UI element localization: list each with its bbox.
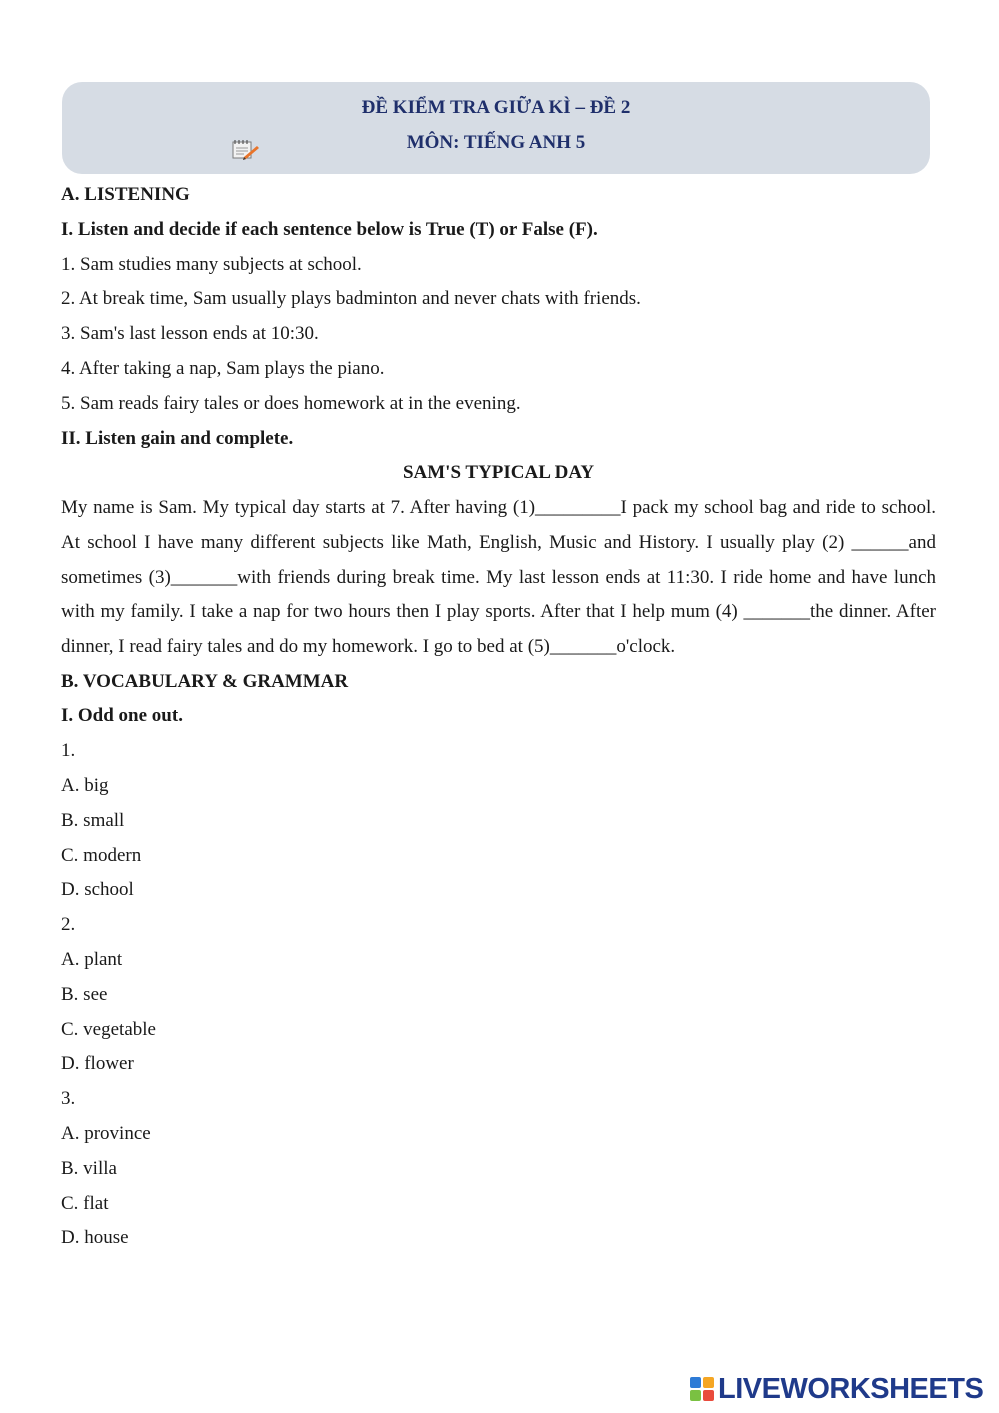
answer-option: A. plant bbox=[61, 949, 123, 971]
liveworksheets-logo bbox=[690, 1374, 983, 1404]
question-number: 1. bbox=[61, 740, 76, 762]
answer-option: B. see bbox=[61, 983, 108, 1005]
exam-title: ĐỀ KIỂM TRA GIỮA KÌ – ĐỀ 2 bbox=[361, 97, 631, 118]
answer-option: B. small bbox=[61, 809, 125, 831]
passage-title: SAM'S TYPICAL DAY bbox=[402, 462, 595, 484]
section-listening-heading: A. LISTENING bbox=[61, 184, 190, 205]
listening-part1-instruction: I. Listen and decide if each sentence below is True (T) or False (F). bbox=[61, 218, 598, 240]
true-false-item: 2. At break time, Sam usually plays badminton and never chats with friends. bbox=[61, 288, 641, 310]
answer-option: D. flower bbox=[61, 1053, 134, 1075]
worksheet-content bbox=[61, 178, 936, 1256]
answer-option: C. flat bbox=[61, 1192, 109, 1214]
question-number: 2. bbox=[61, 914, 76, 936]
notepad-pencil-icon bbox=[232, 139, 260, 161]
answer-option: A. big bbox=[61, 775, 109, 797]
exam-header bbox=[62, 82, 930, 174]
section-vocab-heading: B. VOCABULARY & GRAMMAR bbox=[61, 670, 349, 692]
question-number: 3. bbox=[61, 1088, 76, 1110]
answer-option: B. villa bbox=[61, 1157, 117, 1179]
exam-subject: MÔN: TIẾNG ANH 5 bbox=[406, 132, 586, 153]
answer-option: C. modern bbox=[61, 844, 142, 866]
true-false-item: 4. After taking a nap, Sam plays the piano. bbox=[61, 357, 385, 379]
true-false-item: 5. Sam reads fairy tales or does homework at in the evening. bbox=[61, 392, 521, 414]
true-false-item: 1. Sam studies many subjects at school. bbox=[61, 253, 362, 275]
true-false-item: 3. Sam's last lesson ends at 10:30. bbox=[61, 323, 319, 345]
logo-text: LIVEWORKSHEETS bbox=[718, 1372, 984, 1405]
answer-option: A. province bbox=[61, 1123, 151, 1145]
listening-part2-instruction: II. Listen gain and complete. bbox=[61, 427, 294, 449]
liveworksheets-logo-icon bbox=[690, 1377, 714, 1401]
odd-one-out-instruction: I. Odd one out. bbox=[61, 705, 183, 727]
answer-option: C. vegetable bbox=[61, 1018, 156, 1040]
answer-option: D. house bbox=[61, 1227, 129, 1249]
answer-option: D. school bbox=[61, 879, 134, 901]
passage-text: My name is Sam. My typical day starts at 7. After having (1)_________I pack my school bag and ride to school. At school I have many different subjects like Math, English, Music and History. I usually play (2) ______and sometimes (3)_______with friends during break time. My last lesson ends at 11:30. I ride home and have lunch with my family. I take a nap for two hours then I play sports. After that I help mum (4) _______the dinner. After dinner, I read fairy tales and do my homework. I go to bed at (5)_______o'clock. bbox=[61, 497, 936, 657]
